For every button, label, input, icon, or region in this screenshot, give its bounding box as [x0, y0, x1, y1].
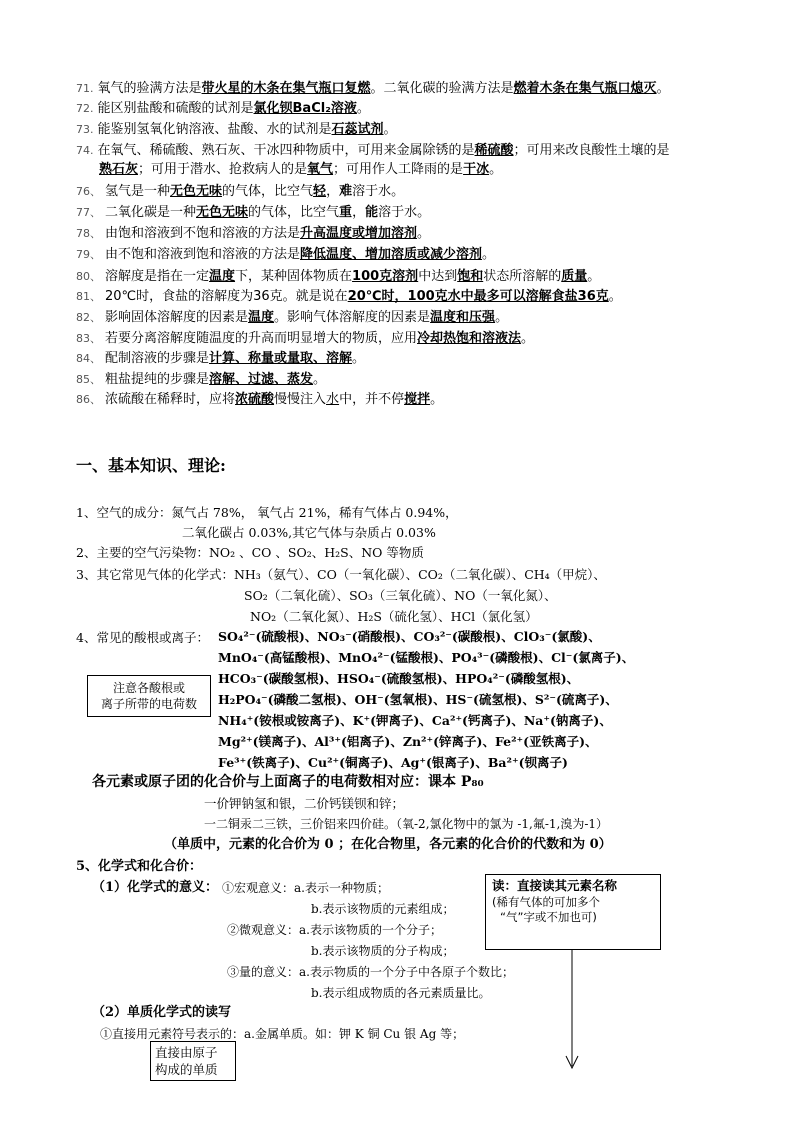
- item-text: 状态所溶解的: [483, 269, 562, 284]
- item-answer: 搅拌: [404, 392, 431, 407]
- direct-element-line: ①直接用元素符号表示的：a.金属单质。如：钾 K 铜 Cu 银 Ag 等；: [100, 1027, 465, 1041]
- numbered-item: [76, 246, 495, 263]
- item-number: 83、: [76, 332, 101, 345]
- item-text: 。: [489, 162, 503, 177]
- read-note-line-2: (稀有气体的可加多个: [492, 895, 600, 909]
- item-answer: 质量: [561, 269, 588, 284]
- item-text: 影响固体溶解度的因素是: [105, 310, 249, 325]
- numbered-item: [76, 100, 370, 117]
- valence-title: 各元素或原子团的化合价与上面离子的电荷数相对应：课本 P₈₀: [92, 774, 484, 790]
- numbered-item: [76, 330, 534, 347]
- meaning-macro-a: ①宏观意义：a.表示一种物质；: [222, 881, 389, 895]
- numbered-item: [76, 80, 670, 97]
- item-text: ；可用作人工降雨的是: [333, 162, 464, 177]
- numbered-item: [76, 391, 443, 408]
- atom-note-line-2: 构成的单质: [155, 1062, 218, 1077]
- numbered-item: [76, 268, 600, 285]
- item-answer: 燃着木条在集气瓶口熄灭: [513, 81, 657, 96]
- item-number: 80、: [76, 270, 101, 283]
- pollutants-line: 2、主要的空气污染物：NO₂ 、CO 、SO₂、H₂S、NO 等物质: [76, 545, 424, 560]
- item-text: 。: [430, 392, 444, 407]
- item-answer: 浓硫酸: [235, 392, 275, 407]
- item-text: 若要分离溶解度随温度的升高而明显增大的物质，应用: [105, 331, 418, 346]
- item-text: 下，某种固体物质在: [235, 269, 353, 284]
- item-text: 。: [587, 269, 601, 284]
- item-text: 溶解度是指在一定: [105, 269, 210, 284]
- valence-rule: （单质中，元素的化合价为 0 ；在化合物里，各元素的化合价的代数和为 0）: [164, 837, 612, 852]
- gases-line-1: 3、其它常见气体的化学式：NH₃（氨气）、CO（一氧化碳）、CO₂（二氧化碳）、CH₄（甲烷）、: [76, 567, 606, 582]
- numbered-item: [76, 121, 397, 138]
- ion-line: MnO₄⁻(高锰酸根)、MnO₄²⁻(锰酸根)、PO₄³⁻(磷酸根)、Cl⁻(氯离子)、: [218, 650, 635, 665]
- numbered-item: [76, 350, 365, 367]
- ion-line: Fe³⁺(铁离子)、Cu²⁺(铜离子)、Ag⁺(银离子)、Ba²⁺(钡离子): [218, 755, 568, 770]
- ion-note-line-1: 注意各酸根或: [112, 681, 185, 695]
- meaning-quant-a: ③量的意义：a.表示物质的一个分子中各原子个数比；: [227, 965, 514, 979]
- numbered-item: [76, 309, 508, 326]
- item-text: 二氧化碳是一种: [105, 205, 197, 220]
- item-answer: 100克溶剂: [352, 269, 419, 284]
- read-note-box: [485, 874, 661, 950]
- item-number: 71.: [76, 82, 94, 95]
- down-arrow-icon: [562, 950, 582, 1072]
- item-answer: 降低温度、增加溶质或减少溶剂: [300, 247, 483, 262]
- numbered-item: [99, 161, 502, 178]
- item-number: 77、: [76, 206, 101, 219]
- formula-sub-1: （1）化学式的意义：: [92, 880, 219, 895]
- item-text: 中，并不停: [339, 392, 405, 407]
- item-number: 81、: [76, 290, 101, 303]
- item-text: 20℃时，食盐的溶解度为36克。就是说在: [105, 289, 348, 304]
- ion-line: NH₄⁺(铵根或铵离子)、K⁺(钾离子)、Ca²⁺(钙离子)、Na⁺(钠离子)、: [218, 713, 612, 728]
- item-answer: 能: [365, 205, 379, 220]
- item-text: 慢慢注入: [274, 392, 327, 407]
- air-line-1: 1、空气的成分：氮气占 78%， 氧气占 21%，稀有气体占 0.94%，: [76, 505, 458, 520]
- item-text: 。: [608, 289, 622, 304]
- read-note-line-3: “气”字或不加也可): [500, 910, 597, 924]
- item-answer: 20℃时，100克水中最多可以溶解食盐36克: [347, 289, 609, 304]
- item-text: 。: [521, 331, 535, 346]
- item-text: 中达到: [418, 269, 458, 284]
- item-text: 。: [482, 247, 496, 262]
- item-answer: 温度: [209, 269, 236, 284]
- item-answer: 冷却热饱和溶液法: [417, 331, 522, 346]
- item-text: 能鉴别氢氧化钠溶液、盐酸、水的试剂是: [97, 122, 332, 137]
- item-number: 79、: [76, 248, 101, 261]
- numbered-item: [76, 371, 326, 388]
- valence-rhyme-2: 一二铜汞二三铁，三价铝来四价硅。（氧-2,氯化物中的氯为 -1,氟-1,溴为-1）: [204, 817, 609, 831]
- section-heading: 一、基本知识、理论:: [76, 456, 226, 475]
- read-note-title: 读：直接读其元素名称: [492, 878, 618, 893]
- meaning-micro-a: ②微观意义：a.表示该物质的一个分子；: [227, 923, 442, 937]
- item-number: 84、: [76, 352, 101, 365]
- item-answer: 无色无味: [170, 184, 223, 199]
- item-text: 粗盐提纯的步骤是: [105, 372, 210, 387]
- item-text: ，: [326, 184, 340, 199]
- item-answer: 氧气: [307, 162, 334, 177]
- item-answer: 石蕊试剂: [331, 122, 384, 137]
- formula-title: 5、化学式和化合价：: [76, 859, 203, 874]
- ion-line: SO₄²⁻(硫酸根)、NO₃⁻(硝酸根)、CO₃²⁻(碳酸根)、ClO₃⁻(氯酸)、: [218, 629, 601, 644]
- item-number: 82、: [76, 311, 101, 324]
- item-answer: 稀硫酸: [474, 143, 514, 158]
- item-text: 。: [417, 226, 431, 241]
- numbered-item: [76, 225, 430, 242]
- numbered-item: [76, 183, 404, 200]
- item-text: 由不饱和溶液到饱和溶液的方法是: [105, 247, 301, 262]
- item-text: 氧气的验满方法是: [97, 81, 202, 96]
- item-answer: 计算、称量或量取、溶解: [209, 351, 353, 366]
- item-text: ，: [352, 205, 366, 220]
- numbered-item: [76, 142, 670, 159]
- item-number: 73.: [76, 123, 94, 136]
- item-text: 。: [495, 310, 509, 325]
- item-number: 76、: [76, 185, 101, 198]
- item-answer: 无色无味: [196, 205, 249, 220]
- item-answer: 熟石灰: [99, 162, 139, 177]
- item-answer: 水: [326, 392, 340, 407]
- item-text: 溶于水。: [378, 205, 431, 220]
- item-text: 在氧气、稀硫酸、熟石灰、干冰四种物质中，可用来金属除锈的是: [97, 143, 475, 158]
- item-answer: 轻: [313, 184, 327, 199]
- ion-line: H₂PO₄⁻(磷酸二氢根)、OH⁻(氢氧根)、HS⁻(硫氢根)、S²⁻(硫离子)、: [218, 692, 618, 707]
- item-text: 溶于水。: [352, 184, 405, 199]
- item-number: 86、: [76, 393, 101, 406]
- item-text: 。影响气体溶解度的因素是: [274, 310, 431, 325]
- numbered-item: [76, 204, 430, 221]
- item-answer: 干冰: [463, 162, 490, 177]
- item-text: 由饱和溶液到不饱和溶液的方法是: [105, 226, 301, 241]
- item-text: 。: [383, 122, 397, 137]
- item-number: 74.: [76, 144, 94, 157]
- item-answer: 温度和压强: [430, 310, 496, 325]
- item-text: 。: [356, 101, 370, 116]
- item-text: 。: [313, 372, 327, 387]
- ion-note-line-2: 离子所带的电荷数: [100, 697, 197, 711]
- numbered-item: [76, 288, 622, 305]
- gases-line-2: SO₂（二氧化硫）、SO₃（三氧化硫）、NO（一氧化氮）、: [244, 588, 557, 603]
- meaning-macro-b: b.表示该物质的元素组成；: [311, 902, 455, 916]
- formula-sub-2: （2）单质化学式的读写: [92, 1005, 232, 1020]
- item-answer: 温度: [248, 310, 275, 325]
- ion-line: HCO₃⁻(碳酸氢根)、HSO₄⁻(硫酸氢根)、HPO₄²⁻(磷酸氢根)、: [218, 671, 580, 686]
- item-answer: 饱和: [457, 269, 484, 284]
- item-number: 72.: [76, 102, 94, 115]
- gases-line-3: NO₂（二氧化氮）、H₂S（硫化氢）、HCl（氯化氢）: [250, 609, 538, 624]
- item-answer: 难: [339, 184, 353, 199]
- atom-note-line-1: 直接由原子: [155, 1045, 218, 1060]
- item-text: 的气体，比空气: [248, 205, 340, 220]
- item-number: 78、: [76, 227, 101, 240]
- item-text: 浓硫酸在稀释时，应将: [105, 392, 236, 407]
- item-text: 的气体，比空气: [222, 184, 314, 199]
- item-answer: 溶解、过滤、蒸发: [209, 372, 314, 387]
- item-text: ；可用于潜水、抢救病人的是: [138, 162, 308, 177]
- ion-note-box: [87, 675, 211, 717]
- item-text: ；可用来改良酸性土壤的是: [513, 143, 670, 158]
- air-line-2: 二氧化碳占 0.03%,其它气体与杂质占 0.03%: [182, 525, 436, 540]
- valence-rhyme-1: 一价钾钠氢和银，二价钙镁钡和锌；: [204, 796, 405, 811]
- item-number: 85、: [76, 373, 101, 386]
- ions-title: 4、常见的酸根或离子：: [76, 630, 209, 645]
- atom-note-box: [150, 1041, 236, 1081]
- ion-line: Mg²⁺(镁离子)、Al³⁺(铝离子)、Zn²⁺(锌离子)、Fe²⁺(亚铁离子)、: [218, 734, 598, 749]
- item-answer: 带火星的木条在集气瓶口复燃: [201, 81, 371, 96]
- meaning-micro-b: b.表示该物质的分子构成；: [311, 944, 455, 958]
- item-text: 。: [656, 81, 670, 96]
- item-text: 。: [352, 351, 366, 366]
- item-text: 氢气是一种: [105, 184, 171, 199]
- item-answer: 氯化钡BaCl₂溶液: [253, 101, 357, 116]
- item-text: 配制溶液的步骤是: [105, 351, 210, 366]
- item-text: 能区别盐酸和硫酸的试剂是: [97, 101, 254, 116]
- item-answer: 重: [339, 205, 353, 220]
- item-answer: 升高温度或增加溶剂: [300, 226, 418, 241]
- meaning-quant-b: b.表示组成物质的各元素质量比。: [311, 986, 491, 1000]
- item-text: 。二氧化碳的验满方法是: [370, 81, 514, 96]
